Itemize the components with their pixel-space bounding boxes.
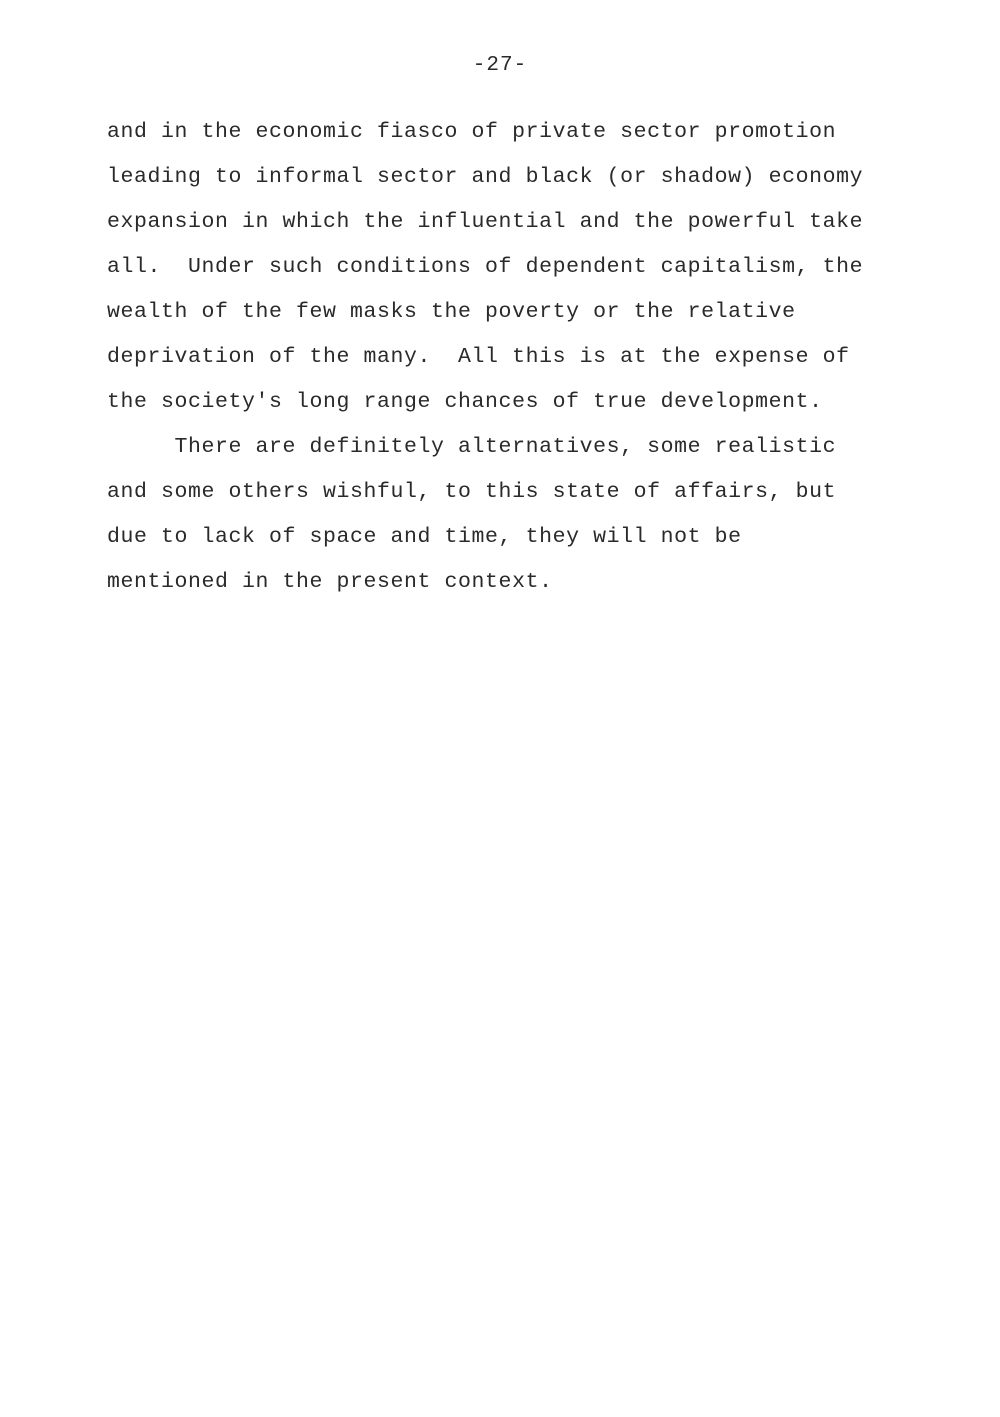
page-number: -27- [472,54,528,77]
text-line: mentioned in the present context. [107,570,553,594]
text-line: deprivation of the many. All this is at the expense of [107,345,850,369]
text-line: and in the economic fiasco of private sector promotion [107,120,837,144]
text-line: and some others wishful, to this state of affairs, but [107,480,837,504]
text-line: all. Under such conditions of dependent capitalism, the [107,255,864,279]
paragraph-start-line: There are definitely alternatives, some realistic [107,435,837,459]
text-line: due to lack of space and time, they will not be [107,525,742,549]
text-line: the society's long range chances of true development. [107,390,823,414]
text-line: expansion in which the influential and the powerful take [107,210,864,234]
text-line: leading to informal sector and black (or shadow) economy [107,165,864,189]
text-line: wealth of the few masks the poverty or the relative [107,300,796,324]
